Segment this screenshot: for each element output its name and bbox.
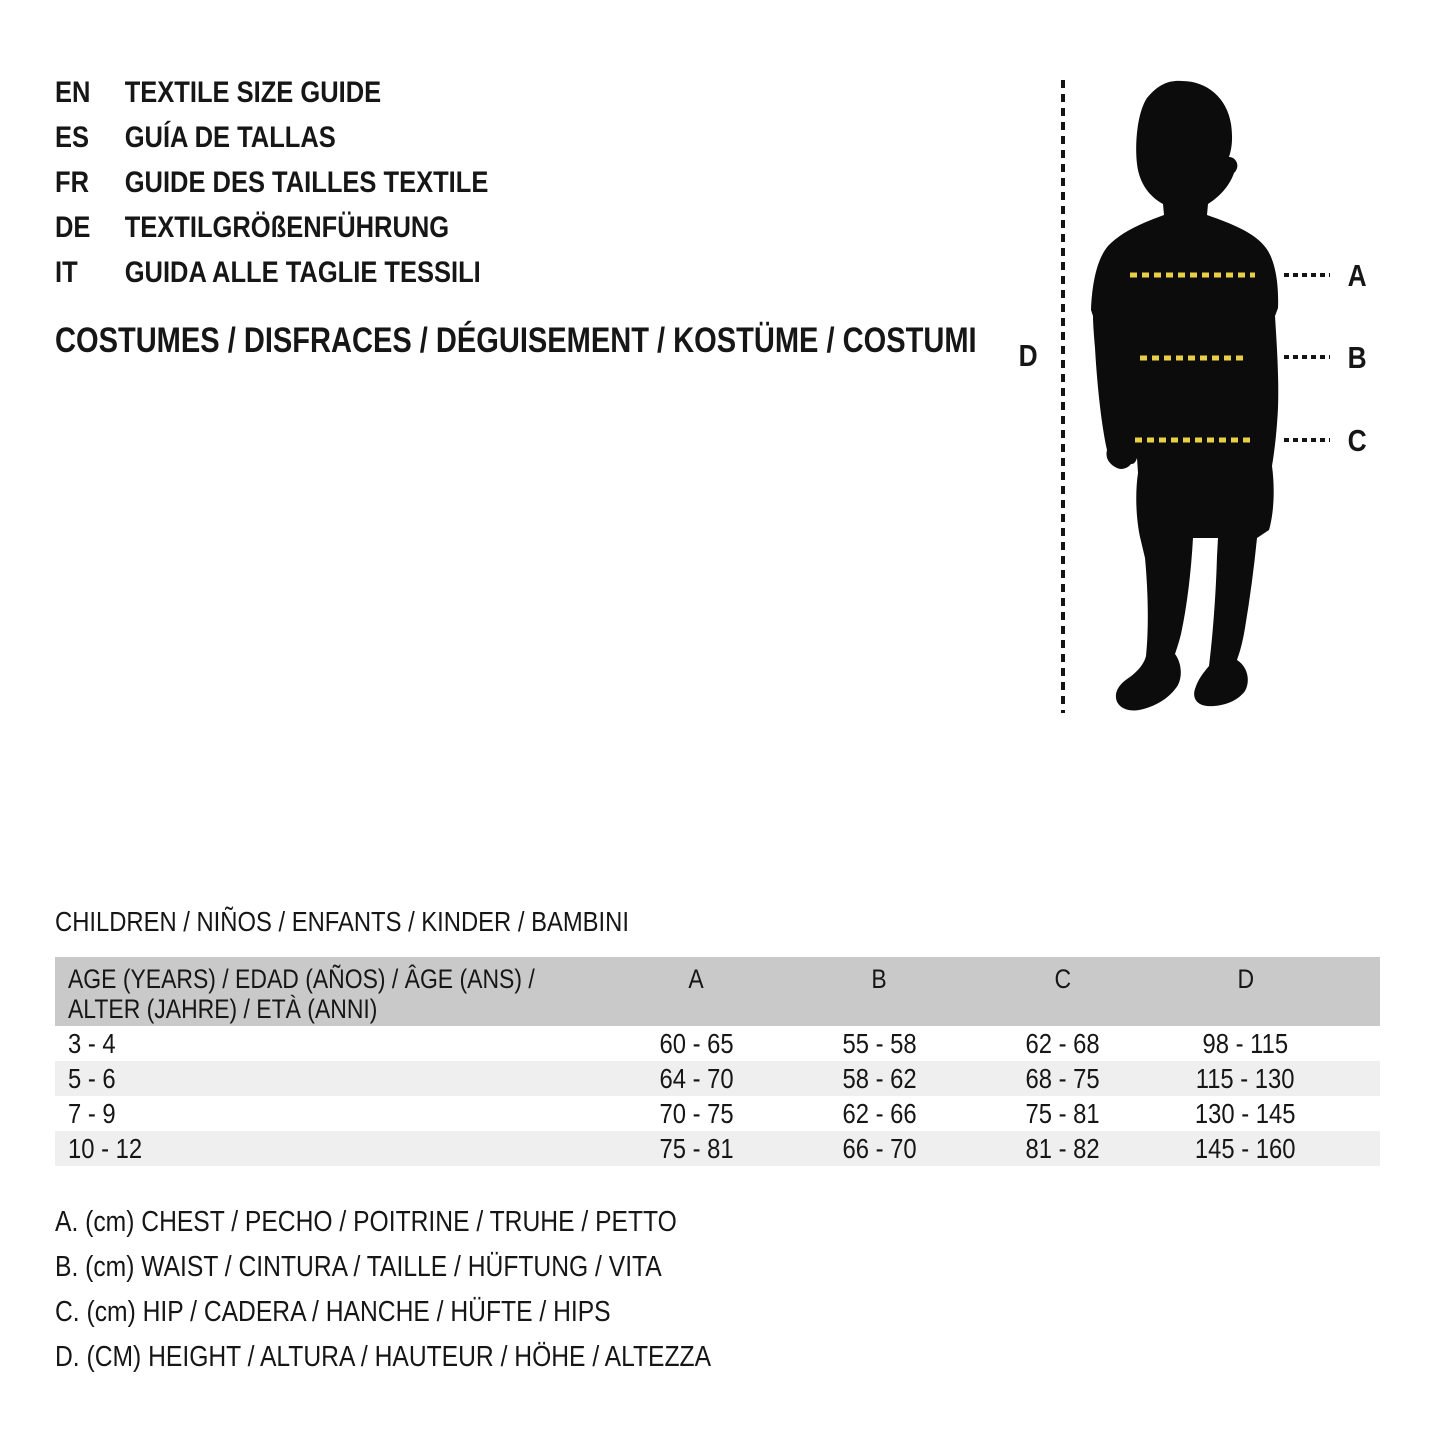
language-row-it [55, 250, 488, 295]
table-row [55, 1131, 1380, 1166]
age-value: 10 - 12 [68, 1132, 143, 1164]
age-value: 3 - 4 [68, 1027, 116, 1059]
language-code: ES [55, 120, 90, 154]
height-label-d: D [1018, 338, 1038, 373]
waist-label-b: B [1347, 340, 1367, 375]
hip-range: 75 - 81 [1025, 1097, 1100, 1129]
waist-range: 62 - 66 [842, 1097, 917, 1129]
table-row [55, 1026, 1380, 1061]
child-silhouette [1085, 78, 1285, 713]
language-title: GUIDE DES TAILLES TEXTILE [124, 165, 489, 199]
chest-range: 60 - 65 [659, 1027, 734, 1059]
language-code: IT [55, 255, 78, 289]
chest-range: 75 - 81 [659, 1132, 734, 1164]
height-range: 145 - 160 [1195, 1132, 1296, 1164]
age-column-header: AGE (YEARS) / EDAD (AÑOS) / ÂGE (ANS) / ALTER (JAHRE) / ETÀ (ANNI) [68, 964, 535, 1024]
language-code: EN [55, 75, 91, 109]
measurement-legend [55, 1200, 827, 1380]
legend-item-height: D. (CM) HEIGHT / ALTURA / HAUTEUR / HÖHE / ALTEZZA [55, 1341, 712, 1373]
language-title: TEXTILGRÖßENFÜHRUNG [124, 210, 450, 244]
language-title: TEXTILE SIZE GUIDE [124, 75, 382, 109]
language-code: FR [55, 165, 89, 199]
section-title-children: CHILDREN / NIÑOS / ENFANTS / KINDER / BAMBINI [55, 906, 629, 937]
language-row-fr [55, 160, 488, 205]
height-range: 98 - 115 [1202, 1027, 1289, 1059]
column-header-c: C [1054, 964, 1071, 994]
column-header-b: B [871, 964, 888, 994]
waist-measure-connector [1284, 355, 1330, 359]
height-range: 115 - 130 [1196, 1062, 1295, 1094]
table-row [55, 1096, 1380, 1131]
legend-item-chest: A. (cm) CHEST / PECHO / POITRINE / TRUHE / PETTO [55, 1206, 677, 1238]
chest-range: 64 - 70 [659, 1062, 734, 1094]
language-title: GUÍA DE TALLAS [124, 120, 336, 154]
chest-measure-connector [1284, 273, 1330, 277]
hip-range: 81 - 82 [1025, 1132, 1100, 1164]
language-row-en [55, 70, 488, 115]
hip-label-c: C [1347, 423, 1367, 458]
category-title: COSTUMES / DISFRACES / DÉGUISEMENT / KOSTÜME / COSTUMI [55, 321, 977, 360]
waist-range: 58 - 62 [842, 1062, 917, 1094]
waist-range: 55 - 58 [842, 1027, 917, 1059]
waist-range: 66 - 70 [842, 1132, 917, 1164]
height-measure-line-d [1061, 80, 1065, 713]
age-value: 5 - 6 [68, 1062, 116, 1094]
hip-measure-connector [1284, 438, 1330, 442]
chest-range: 70 - 75 [659, 1097, 734, 1129]
height-range: 130 - 145 [1195, 1097, 1296, 1129]
table-row [55, 1061, 1380, 1096]
age-value: 7 - 9 [68, 1097, 116, 1129]
table-header-row [55, 957, 1380, 1026]
language-row-es [55, 115, 488, 160]
language-title-list [55, 70, 565, 295]
size-table [55, 957, 1380, 1166]
hip-range: 68 - 75 [1025, 1062, 1100, 1094]
chest-label-a: A [1347, 258, 1367, 293]
legend-item-waist: B. (cm) WAIST / CINTURA / TAILLE / HÜFTUNG / VITA [55, 1251, 662, 1283]
column-header-a: A [688, 964, 705, 994]
language-title: GUIDA ALLE TAGLIE TESSILI [124, 255, 481, 289]
header-spacer [1337, 957, 1380, 1026]
legend-item-hip: C. (cm) HIP / CADERA / HANCHE / HÜFTE / HIPS [55, 1296, 611, 1328]
language-row-de [55, 205, 488, 250]
hip-range: 62 - 68 [1025, 1027, 1100, 1059]
language-code: DE [55, 210, 91, 244]
column-header-d: D [1237, 964, 1254, 994]
